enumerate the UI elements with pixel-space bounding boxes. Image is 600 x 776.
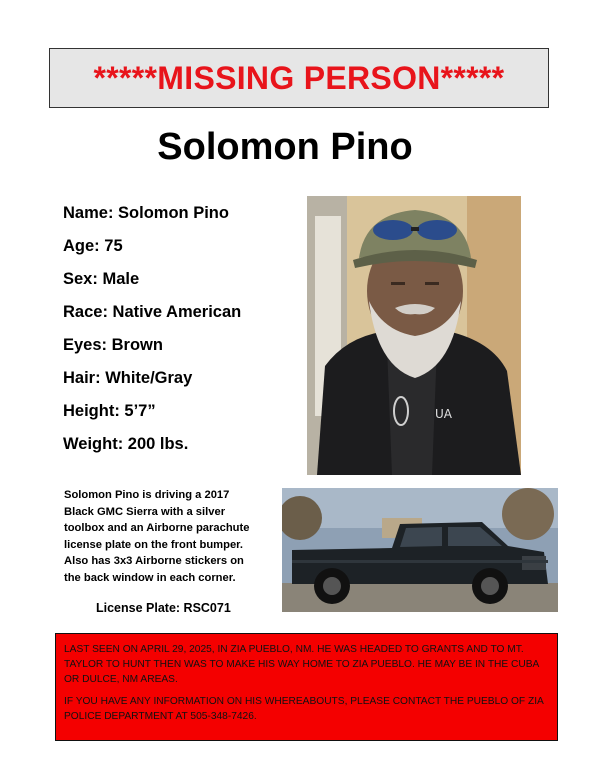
vehicle-photo bbox=[282, 488, 558, 612]
detail-hair: Hair: White/Gray bbox=[63, 369, 193, 387]
detail-eyes: Eyes: Brown bbox=[63, 336, 163, 354]
last-seen-notice bbox=[55, 633, 558, 741]
person-name-heading: Solomon Pino bbox=[157, 126, 413, 168]
detail-name: Name: Solomon Pino bbox=[63, 204, 229, 222]
svg-text:UA: UA bbox=[435, 407, 452, 421]
detail-sex: Sex: Male bbox=[63, 270, 140, 288]
detail-race: Race: Native American bbox=[63, 303, 242, 321]
detail-weight: Weight: 200 lbs. bbox=[63, 435, 189, 453]
detail-height: Height: 5’7” bbox=[63, 402, 156, 420]
vehicle-description: Solomon Pino is driving a 2017 Black GMC Sierra with a silver toolbox and an Airborne parachute license plate on the front bumper. Also has 3x3 Airborne stickers on the back window in each corner. bbox=[64, 489, 250, 584]
last-seen-text: LAST SEEN ON APRIL 29, 2025, IN ZIA PUEBLO, NM. HE WAS HEADED TO GRANTS AND TO MT. TAYLOR TO HUNT THEN WAS TO MAKE HIS WAY HOME TO ZIA PUEBLO. HE MAY BE IN THE CUBA OR DULCE, NM AREAS. bbox=[64, 644, 539, 685]
detail-age: Age: 75 bbox=[63, 237, 123, 255]
details-list bbox=[63, 203, 241, 467]
missing-person-banner bbox=[49, 48, 549, 108]
banner-text: *****MISSING PERSON***** bbox=[93, 59, 505, 96]
license-plate: License Plate: RSC071 bbox=[96, 601, 231, 615]
person-photo bbox=[307, 196, 521, 475]
contact-text: IF YOU HAVE ANY INFORMATION ON HIS WHEREABOUTS, PLEASE CONTACT THE PUEBLO OF ZIA POLICE DEPARTMENT AT 505-348-7426. bbox=[64, 696, 544, 722]
